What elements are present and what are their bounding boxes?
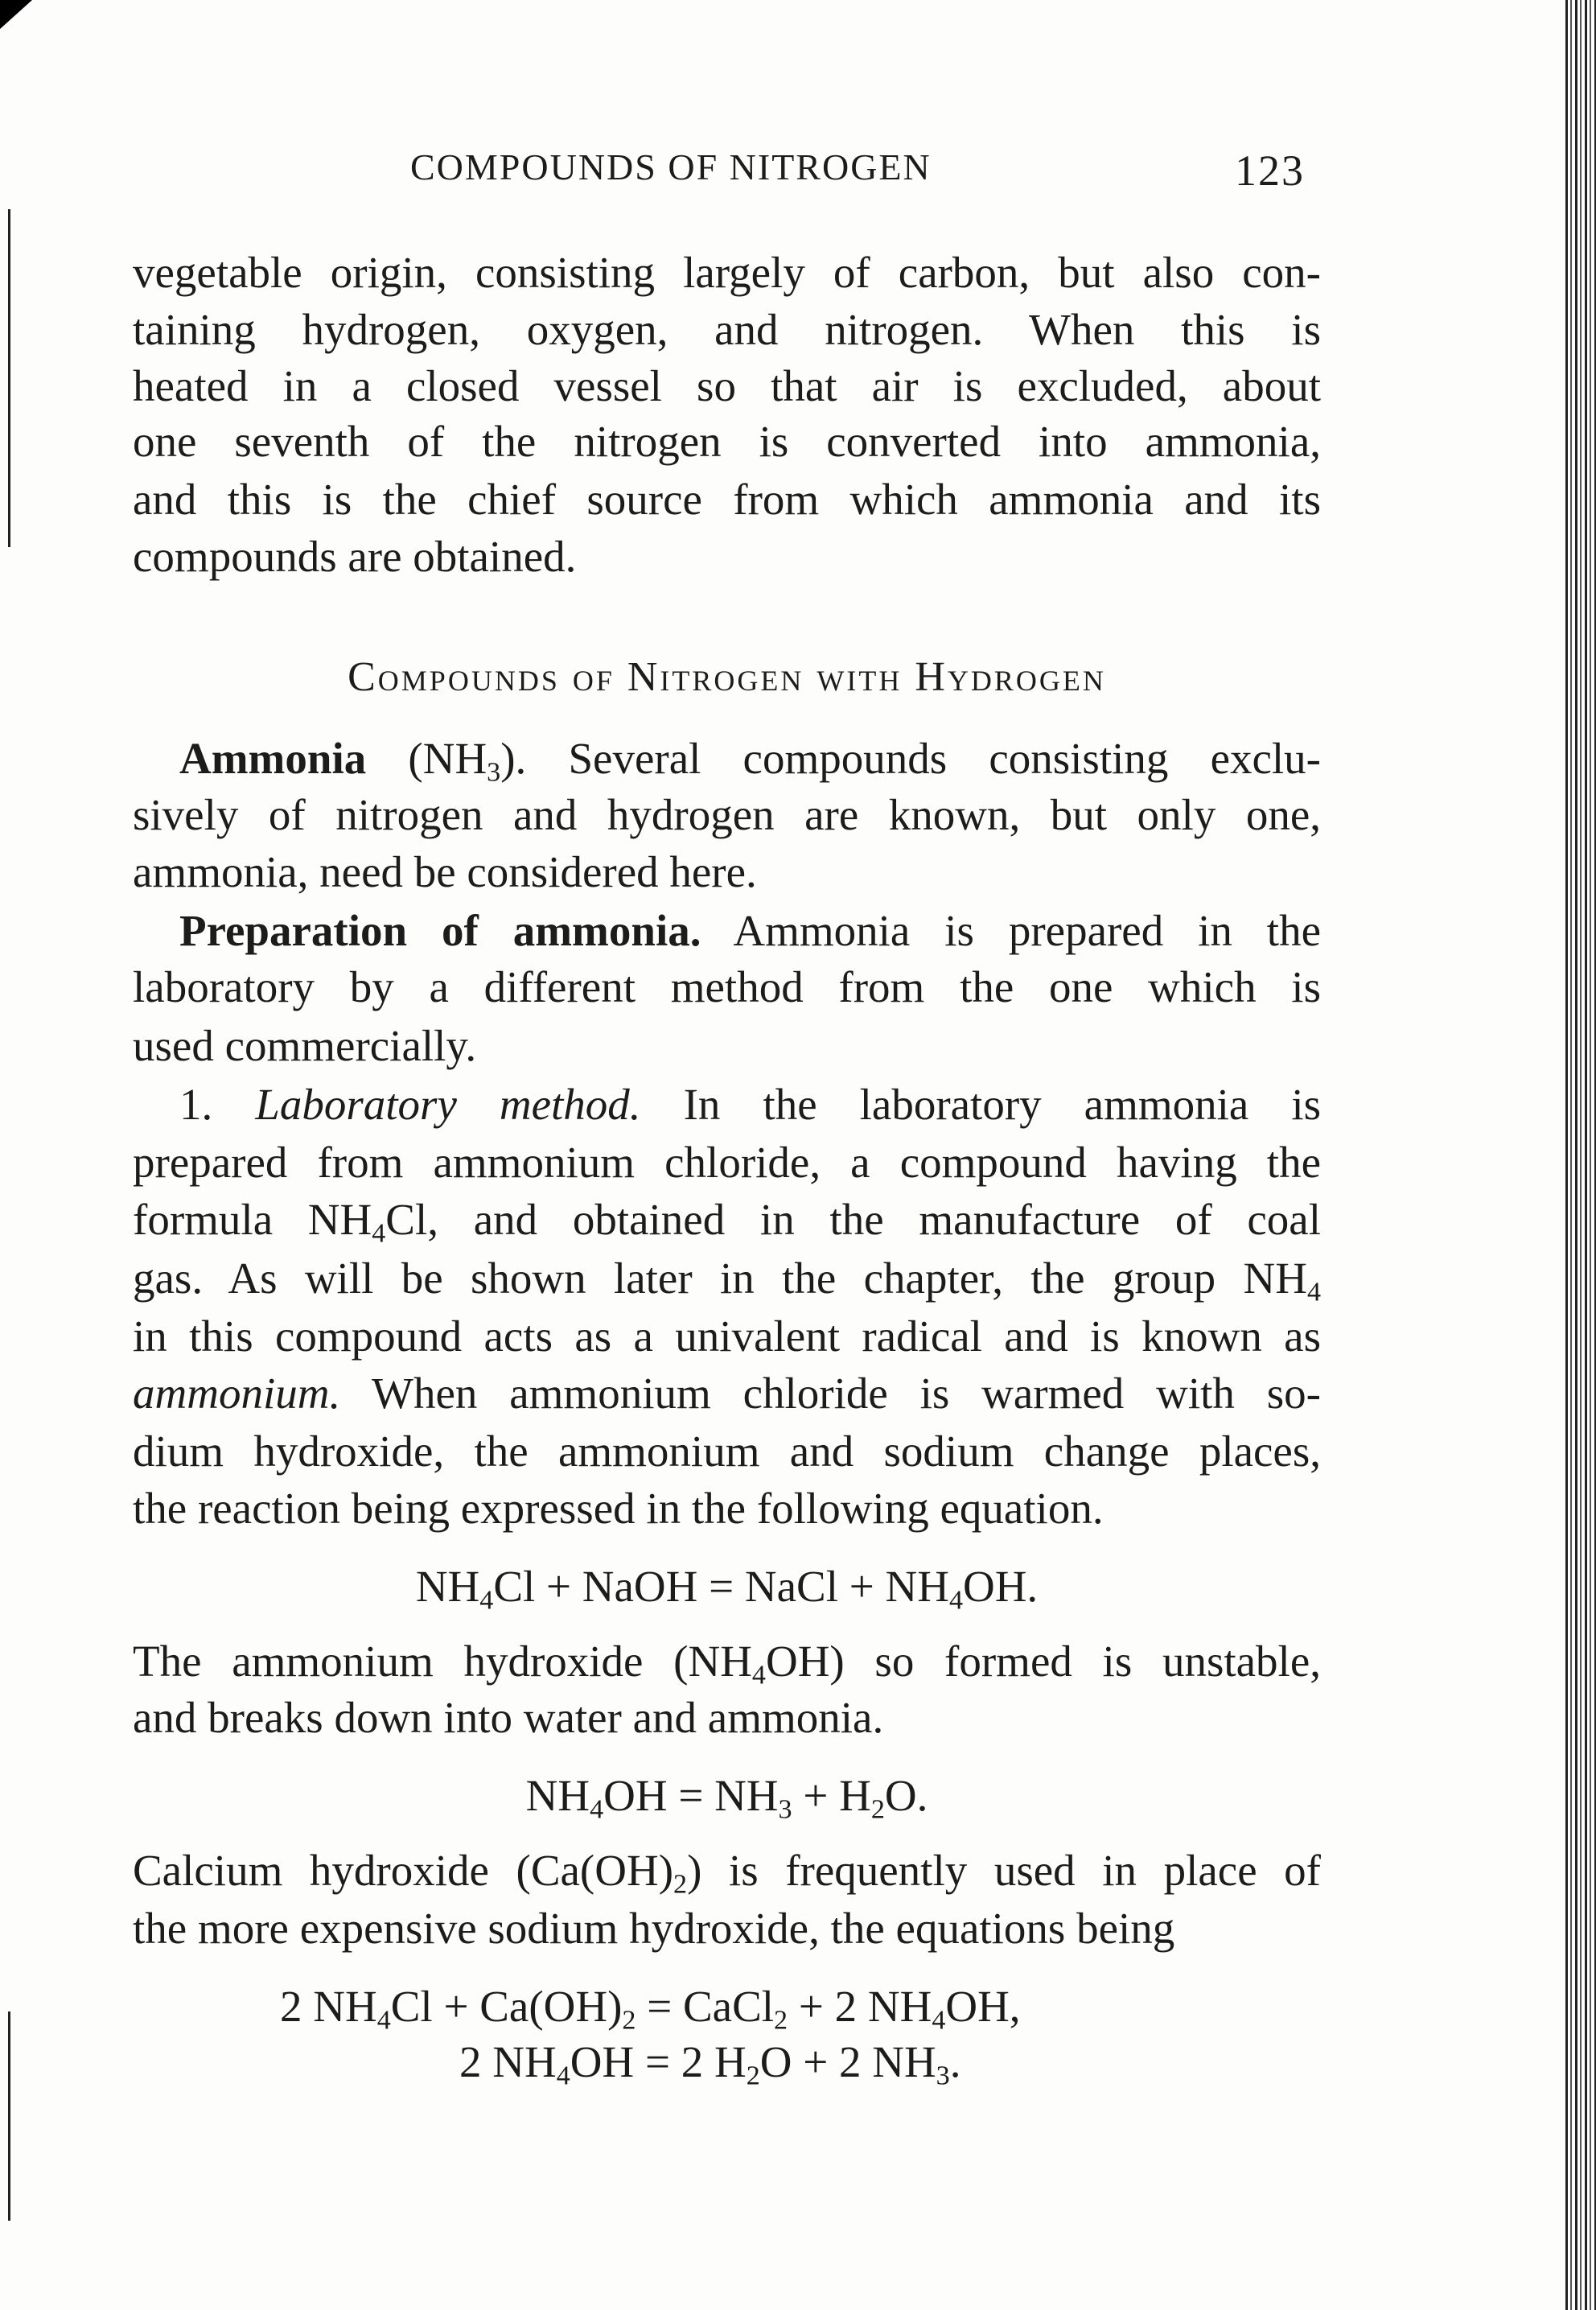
running-header-title: COMPOUNDS OF NITROGEN [410, 146, 932, 187]
text-line [133, 1690, 1321, 1746]
text-line [133, 1900, 1321, 1957]
text-run: gas. As will be shown later in the chapter, the group NH [133, 1254, 1307, 1303]
equation-line [133, 1559, 1321, 1615]
text-run: 1. [179, 1080, 256, 1129]
text-run: NH [525, 1771, 590, 1820]
text-line [133, 414, 1321, 470]
text-run: Cl + Ca(OH) [390, 1982, 623, 2031]
scan-margin-mark [8, 2011, 10, 2221]
scan-margin-mark [8, 209, 10, 547]
text-run: In the laboratory ammonia is [640, 1080, 1322, 1129]
subscript: 4 [948, 1585, 963, 1616]
subscript: 3 [936, 2061, 950, 2091]
text-line [133, 358, 1321, 414]
subscript: 4 [376, 2005, 391, 2036]
text-run: formula NH [133, 1195, 372, 1244]
subscript: 4 [751, 1660, 766, 1690]
subscript: 4 [372, 1218, 386, 1249]
text-line [133, 1134, 1321, 1191]
text-line [133, 1192, 1321, 1248]
text-run: O + 2 NH [759, 2037, 936, 2086]
text-run: ). Several compounds consisting exclu- [500, 734, 1321, 783]
text-line [133, 1633, 1321, 1690]
text-run: Cl + NaOH = NaCl + NH [493, 1562, 949, 1611]
equation-line [280, 1979, 1021, 2035]
text-line [133, 529, 1321, 585]
subscript: 4 [932, 2005, 946, 2036]
text-run: the reaction being expressed in the following equation. [133, 1484, 1104, 1533]
subscript: 2 [746, 2061, 760, 2091]
text-run: heated in a closed vessel so that air is excluded, about [133, 361, 1321, 410]
text-line [133, 245, 1321, 301]
text-line [133, 959, 1321, 1015]
scan-page-edge [1565, 0, 1596, 2310]
text-run: laboratory by a different method from the one which is [133, 962, 1321, 1011]
bold-run-in-heading: Preparation of ammonia. [179, 906, 701, 955]
text-run: (NH [366, 734, 487, 783]
subscript: 2 [673, 1869, 688, 1900]
text-run: = CaCl [636, 1982, 775, 2031]
text-run: OH, [945, 1982, 1021, 2031]
section-heading [133, 649, 1321, 706]
text-line [179, 731, 1321, 787]
text-line [133, 844, 1321, 900]
text-run: 2 NH [280, 1982, 377, 2031]
italic-text: ammonium. [133, 1369, 341, 1418]
subscript: 2 [622, 2005, 636, 2036]
subscript: 4 [1306, 1277, 1321, 1307]
text-run: taining hydrogen, oxygen, and nitrogen. When this is [133, 305, 1321, 354]
text-run: prepared from ammonium chloride, a compound having the [133, 1138, 1321, 1187]
text-line [133, 471, 1321, 528]
text-line [133, 1480, 1321, 1537]
text-run: . [949, 2037, 961, 2086]
text-line [179, 1077, 1321, 1133]
text-run: OH = 2 H [570, 2037, 747, 2086]
text-run: Calcium hydroxide (Ca(OH) [133, 1846, 674, 1895]
text-run: and this is the chief source from which ammonia and its [133, 475, 1321, 524]
text-line [133, 302, 1321, 358]
equation-line [459, 2034, 960, 2090]
text-run: OH. [962, 1562, 1039, 1611]
subscript: 4 [590, 1794, 604, 1825]
text-run: When ammonium chloride is warmed with so- [340, 1369, 1321, 1418]
text-run: Ammonia is prepared in the [701, 906, 1321, 955]
text-run: + 2 NH [788, 1982, 932, 2031]
subscript: 2 [774, 2005, 788, 2036]
text-run: used commercially. [133, 1021, 477, 1070]
text-line [133, 1423, 1321, 1480]
text-line [133, 1365, 1321, 1422]
text-run: and breaks down into water and ammonia. [133, 1693, 884, 1742]
text-run: ammonia, need be considered here. [133, 847, 757, 896]
text-run: dium hydroxide, the ammonium and sodium change places, [133, 1427, 1321, 1476]
text-run: NH [415, 1562, 480, 1611]
page-number: 123 [1235, 146, 1305, 195]
text-run: sively of nitrogen and hydrogen are known, but only one, [133, 790, 1321, 839]
text-run: vegetable origin, consisting largely of carbon, but also con- [133, 248, 1321, 297]
text-line [133, 1250, 1321, 1307]
text-line [133, 1843, 1321, 1899]
text-run: Cl, and obtained in the manufacture of coal [385, 1195, 1321, 1244]
subscript: 3 [487, 757, 501, 788]
subscript: 2 [870, 1794, 885, 1825]
text-line [133, 1308, 1321, 1365]
text-run: O. [884, 1771, 928, 1820]
subscript: 4 [556, 2061, 570, 2091]
subscript: 3 [778, 1794, 792, 1825]
text-run: one seventh of the nitrogen is converted into ammonia, [133, 417, 1321, 466]
subscript: 4 [479, 1585, 494, 1616]
text-line [133, 1018, 1321, 1074]
text-run: ) is frequently used in place of [687, 1846, 1321, 1895]
text-run: 2 NH [459, 2037, 557, 2086]
text-run: OH = NH [603, 1771, 779, 1820]
bold-run-in-heading: Ammonia [179, 734, 367, 783]
text-run: compounds are obtained. [133, 532, 577, 581]
text-line [179, 903, 1321, 959]
text-run: Compounds of Nitrogen with Hydrogen [348, 654, 1106, 700]
text-run: OH) so formed is unstable, [765, 1637, 1321, 1686]
italic-text: Laboratory method. [255, 1080, 641, 1129]
text-run: + H [792, 1771, 871, 1820]
text-line [133, 787, 1321, 843]
scan-corner-mark [0, 0, 32, 29]
text-run: The ammonium hydroxide (NH [133, 1637, 752, 1686]
text-run: in this compound acts as a univalent radical and is known as [133, 1311, 1321, 1361]
equation-line [133, 1768, 1321, 1824]
text-run: the more expensive sodium hydroxide, the equations being [133, 1904, 1175, 1953]
